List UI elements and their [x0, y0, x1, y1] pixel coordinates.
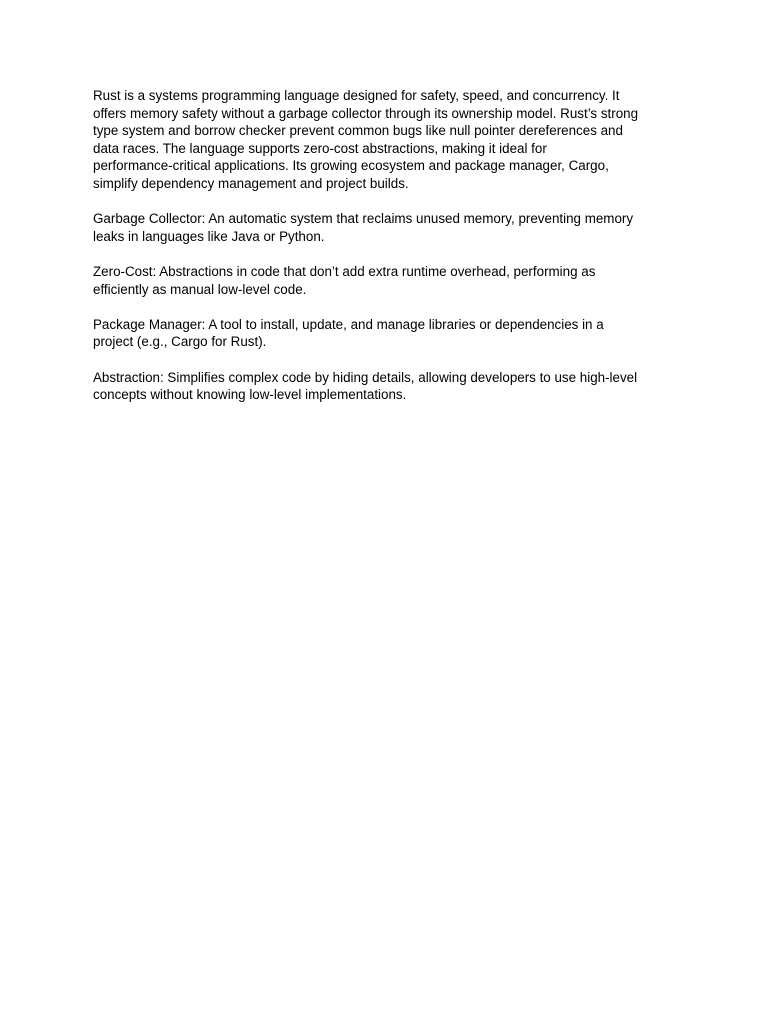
zero-cost-definition: Zero-Cost: Abstractions in code that don’t add extra runtime overhead, performing as efficiently as manual low-level code.	[93, 263, 596, 297]
document-body	[93, 87, 693, 421]
abstraction-definition: Abstraction: Simplifies complex code by hiding details, allowing developers to use high-level concepts without knowing low-level implementations.	[93, 369, 638, 403]
package-manager-definition: Package Manager: A tool to install, update, and manage libraries or dependencies in a project (e.g., Cargo for Rust).	[93, 316, 604, 350]
intro-paragraph: Rust is a systems programming language designed for safety, speed, and concurrency. It offers memory safety without a garbage collector through its ownership model. Rust’s strong type system and borrow checker prevent common bugs like null pointer dereferences and data races. The language supports zero-cost abstractions, making it ideal for performance-critical applications. Its growing ecosystem and package manager, Cargo, simplify dependency management and project builds.	[93, 88, 639, 191]
garbage-collector-definition: Garbage Collector: An automatic system that reclaims unused memory, preventing memory leaks in languages like Java or Python.	[93, 211, 634, 244]
